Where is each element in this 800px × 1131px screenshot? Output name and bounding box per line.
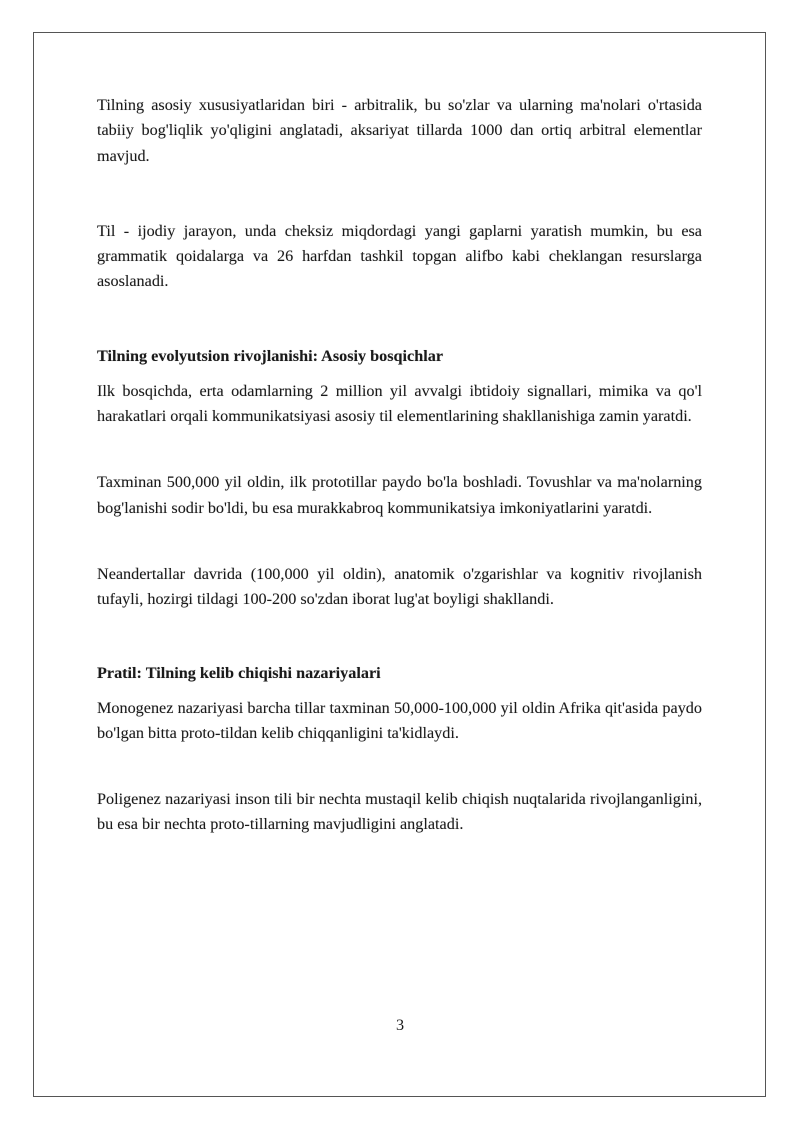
paragraph-polygenesis: Poligenez nazariyasi inson tili bir nechta mustaqil kelib chiqish nuqtalarida rivojlanganligini, bu esa bir nechta proto-tillarning mavjudligini anglatadi. xyxy=(97,790,702,834)
paragraph-creativity: Til - ijodiy jarayon, unda cheksiz miqdordagi yangi gaplarni yaratish mumkin, bu esa grammatik qoidalarga va 26 harfdan tashkil topgan alifbo kabi cheklangan resurslarga asoslanadi. xyxy=(97,221,702,291)
paragraph-monogenesis: Monogenez nazariyasi barcha tillar taxminan 50,000-100,000 yil oldin Afrika qit'asida paydo bo'lgan bitta proto-tildan kelib chiqqanligini ta'kidlaydi. xyxy=(97,698,702,742)
paragraph-arbitrariness: Tilning asosiy xususiyatlaridan biri - arbitralik, bu so'zlar va ularning ma'nolari o'rtasida tabiiy bog'liqlik yo'qligini anglatadi, aksariyat tillarda 1000 dan ortiq arbitral elementlar mavjud. xyxy=(97,96,702,165)
heading-origin-theories: Pratil: Tilning kelib chiqishi nazariyalari xyxy=(97,663,381,682)
page-number: 3 xyxy=(395,1016,405,1034)
paragraph-early-stage: Ilk bosqichda, erta odamlarning 2 million yil avvalgi ibtidoiy signallari, mimika va qo'l harakatlari orqali kommunikatsiyasi asosiy til elementlarining shakllanishiga zamin yaratdi. xyxy=(97,381,702,426)
paragraph-prototongues: Taxminan 500,000 yil oldin, ilk prototillar paydo bo'la boshladi. Tovushlar va ma'nolarning bog'lanishi sodir bo'ldi, bu esa murakkabroq kommunikatsiya imkoniyatlarini yaratdi. xyxy=(97,473,702,517)
heading-evolution: Tilning evolyutsion rivojlanishi: Asosiy bosqichlar xyxy=(97,346,444,365)
paragraph-neanderthals: Neandertallar davrida (100,000 yil oldin), anatomik o'zgarishlar va kognitiv rivojlanish tufayli, hozirgi tildagi 100-200 so'zdan iborat lug'at boyligi shakllandi. xyxy=(97,564,702,609)
document-body xyxy=(97,93,702,838)
